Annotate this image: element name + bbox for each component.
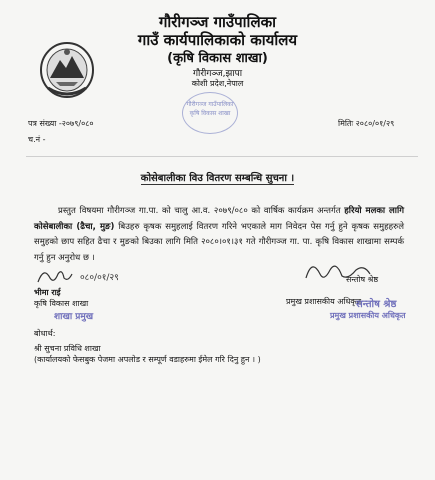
cc-line-2: (कार्यालयको फेसबुक पेजमा अपलोड र सम्पूर्ण वडाहरुमा ईमेल गरि दिनु हुन । ) (34, 355, 261, 364)
right-stamp-title: प्रमुख प्रशासकीय अधिकृत (330, 311, 406, 320)
office-province: कोशी प्रदेश,नेपाल (191, 79, 244, 88)
left-signature-image (34, 262, 134, 288)
office-stamp: गौरीगञ्ज गाउँपालिका कृषि विकास शाखा (182, 92, 238, 134)
body-text-2: बिउहरु कृषक समुहलाई वितरण गरिने भएकाले माग निवेदन पेस गर्नु हुने कृषक समुहहरुले समुहको छाप सहित ढैचा र मुङको बिउका लागि मिति २०८०।०१।३१ गते गौरीगञ्ज गा. पा. कृषि विकास शाखामा सम्पर्क गर्नु हुन अनुरोध छ । (34, 221, 405, 263)
left-stamp: शाखा प्रमुख (54, 312, 94, 322)
subject-text: कोसेबालीका विउ वितरण सम्बन्धि सुचना । (140, 173, 295, 184)
left-signatory-title: कृषि विकास शाखा (34, 299, 89, 308)
subject-line (0, 170, 435, 184)
left-signatory-name: भीमा राई (34, 288, 61, 297)
dispatch-number: च.नं - (28, 135, 46, 144)
office-name: गौरीगञ्ज गाउँपालिका (158, 13, 277, 31)
cc-heading: बोधार्थ: (34, 329, 56, 338)
right-signatory-name: सन्तोष श्रेष्ठ (346, 275, 379, 284)
body-text-1: प्रस्तुत विषयमा गौरीगञ्ज गा.पा. को चालु आ.व. २०७९/०८० को वार्षिक कार्यक्रम अन्तर्गत (58, 206, 345, 216)
divider (26, 156, 418, 157)
reference-number: पत्र संख्या -२०७९/०८० (28, 119, 94, 128)
svg-text:०८०/०१/२९: ०८०/०१/२९ (80, 273, 119, 283)
office-section: (कृषि विकास शाखा) (167, 51, 268, 66)
right-signatory-title: प्रमुख प्रशासकीय अधिकृत (286, 297, 362, 306)
right-stamp-name: सन्तोष श्रेष्ठ (356, 299, 397, 310)
office-subtitle: गाउँ कार्यपालिकाको कार्यालय (137, 31, 298, 49)
body-text-bold: हरियो मलका लागि कोसेबालीका (ढैचा, मुङ) (34, 206, 404, 232)
cc-line-1: श्री सुचना प्रविधि शाखा (34, 344, 101, 353)
letter-date: मितिः २०८०/०१/२९ (338, 119, 395, 128)
office-address: गौरीगञ्ज,झापा (192, 69, 243, 79)
